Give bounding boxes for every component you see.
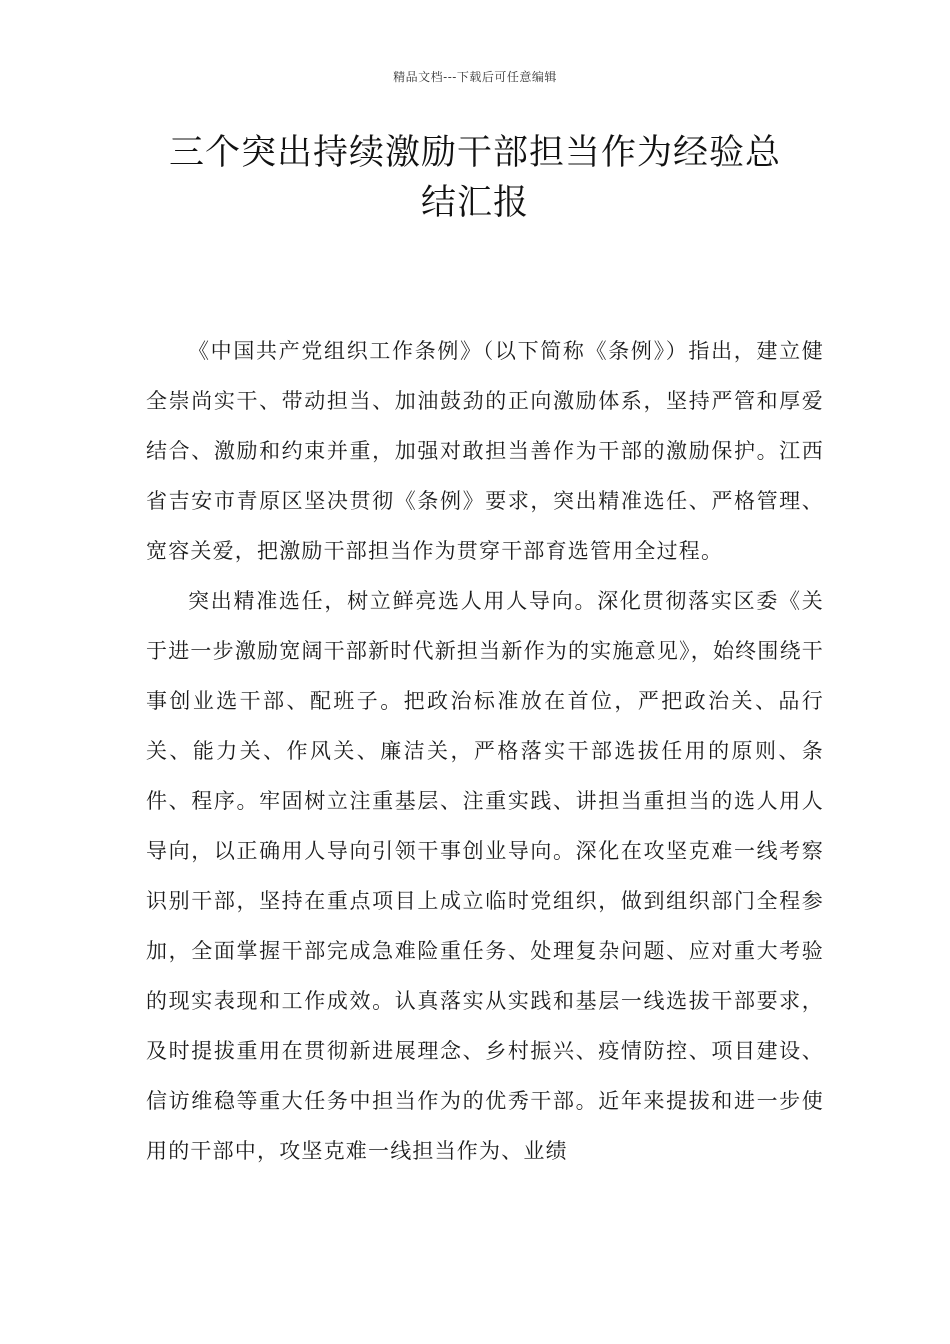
paragraph: 突出精准选任，树立鲜亮选人用人导向。深化贯彻落实区委《关于进一步激励宽阔干部新时代新担当新作为的实施意见》，始终围绕干事创业选干部、配班子。把政治标准放在首位，严把政治关、品行关、能力关、作风关、廉洁关，严格落实干部选拔任用的原则、条件、程序。牢固树立注重基层、注重实践、讲担当重担当的选人用人导向，以正确用人导向引领干事创业导向。深化在攻坚克难一线考察识别干部，坚持在重点项目上成立临时党组织，做到组织部门全程参加，全面掌握干部完成急难险重任务、处理复杂问题、应对重大考验的现实表现和工作成效。认真落实从实践和基层一线选拔干部要求，及时提拔重用在贯彻新进展理念、乡村振兴、疫情防控、项目建设、信访维稳等重大任务中担当作为的优秀干部。近年来提拔和进一步使用的干部中，攻坚克难一线担当作为、业绩 xyxy=(146,589,824,1163)
document-body xyxy=(146,326,824,1176)
document-title xyxy=(120,128,830,228)
header-note: 精品文档---下载后可任意编辑 xyxy=(393,70,557,84)
title-line-1: 三个突出持续激励干部担当作为经验总 xyxy=(168,133,781,173)
paragraph: 《中国共产党组织工作条例》（以下简称《条例》）指出，建立健全崇尚实干、带动担当、加油鼓劲的正向激励体系，坚持严管和厚爱结合、激励和约束并重，加强对敢担当善作为干部的激励保护。江西省吉安市青原区坚决贯彻《条例》要求，突出精准选任、严格管理、宽容关爱，把激励干部担当作为贯穿干部育选管用全过程。 xyxy=(146,339,824,563)
title-line-2: 结汇报 xyxy=(420,183,529,223)
